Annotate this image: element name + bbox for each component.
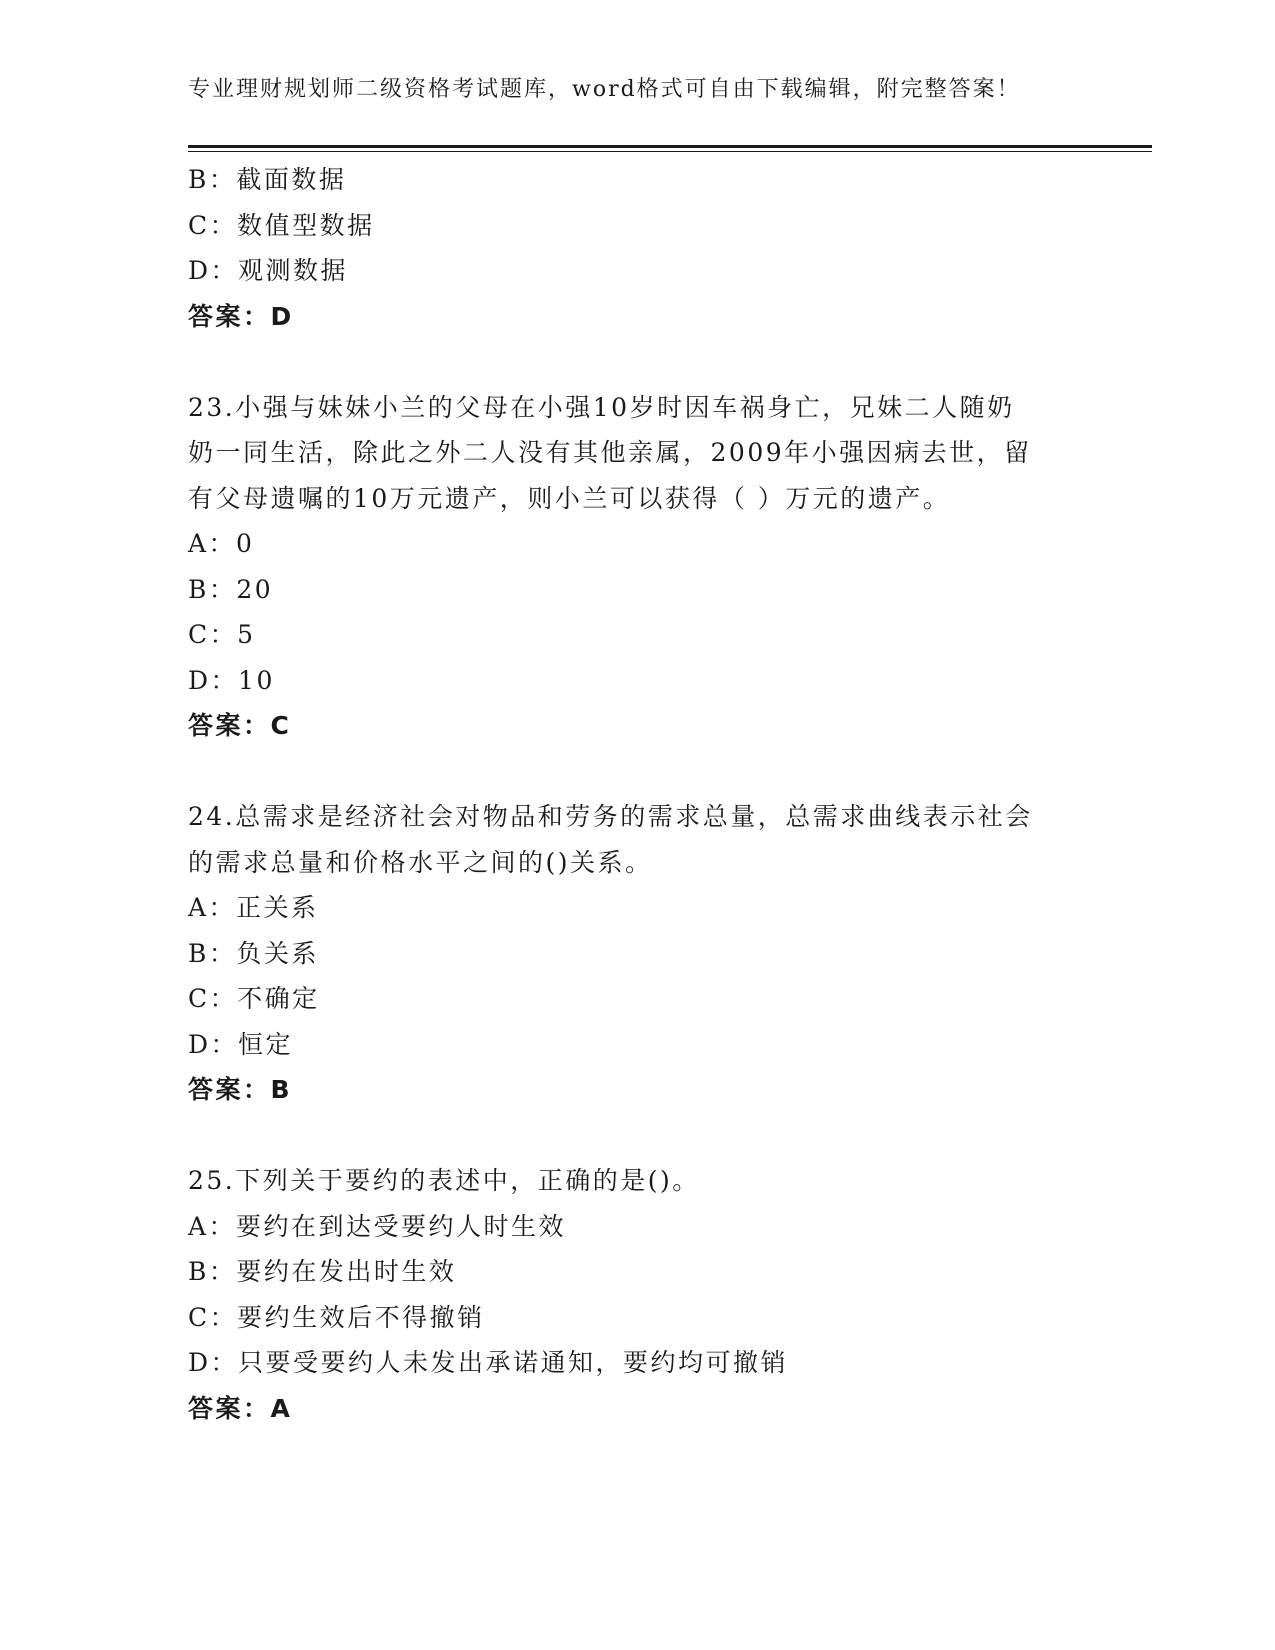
- question-23: [188, 385, 1088, 749]
- question-25: [188, 1158, 1088, 1431]
- option-b: B：要约在发出时生效: [188, 1257, 457, 1286]
- answer-line: 答案：B: [188, 1075, 293, 1104]
- option-d: D：观测数据: [188, 256, 349, 285]
- option-b: B：20: [188, 574, 274, 604]
- option-c: C：要约生效后不得撤销: [188, 1302, 485, 1332]
- option-d: D：恒定: [188, 1029, 294, 1059]
- answer-line: 答案：A: [188, 1393, 293, 1423]
- question-stem-line: 的需求总量和价格水平之间的()关系。: [188, 847, 653, 877]
- option-b: B：负关系: [188, 938, 319, 968]
- answer-line: 答案：C: [188, 711, 292, 740]
- answer-line: 答案：D: [188, 301, 294, 331]
- option-a: A：0: [188, 529, 255, 558]
- question-stem-line: 25.下列关于要约的表述中，正确的是()。: [188, 1166, 700, 1195]
- header-divider-thin: [188, 151, 1152, 152]
- page-header-title: 专业理财规划师二级资格考试题库，word格式可自由下载编辑，附完整答案！: [188, 77, 1021, 102]
- question-stem-line: 23.小强与妹妹小兰的父母在小强10岁时因车祸身亡，兄妹二人随奶: [188, 392, 1015, 422]
- option-a: A：正关系: [188, 893, 319, 922]
- option-b: B：截面数据: [188, 165, 347, 194]
- option-c: C：不确定: [188, 984, 320, 1013]
- header-divider-thick: [188, 145, 1152, 148]
- option-c: C：数值型数据: [188, 210, 375, 240]
- question-24: [188, 794, 1088, 1113]
- prev-question-block: [188, 157, 1088, 339]
- document-body: [188, 157, 1088, 1431]
- question-stem-line: 有父母遗嘱的10万元遗产，则小兰可以获得（ ）万元的遗产。: [188, 483, 951, 513]
- spacer: [188, 339, 1088, 385]
- option-a: A：要约在到达受要约人时生效: [188, 1211, 567, 1241]
- option-c: C：5: [188, 620, 256, 649]
- question-stem-line: 24.总需求是经济社会对物品和劳务的需求总量，总需求曲线表示社会: [188, 802, 1033, 831]
- question-stem-line: 奶一同生活，除此之外二人没有其他亲属，2009年小强因病去世，留: [188, 438, 1032, 467]
- spacer: [188, 1113, 1088, 1159]
- option-d: D：只要受要约人未发出承诺通知，要约均可撤销: [188, 1348, 789, 1377]
- option-d: D：10: [188, 665, 275, 695]
- spacer: [188, 749, 1088, 795]
